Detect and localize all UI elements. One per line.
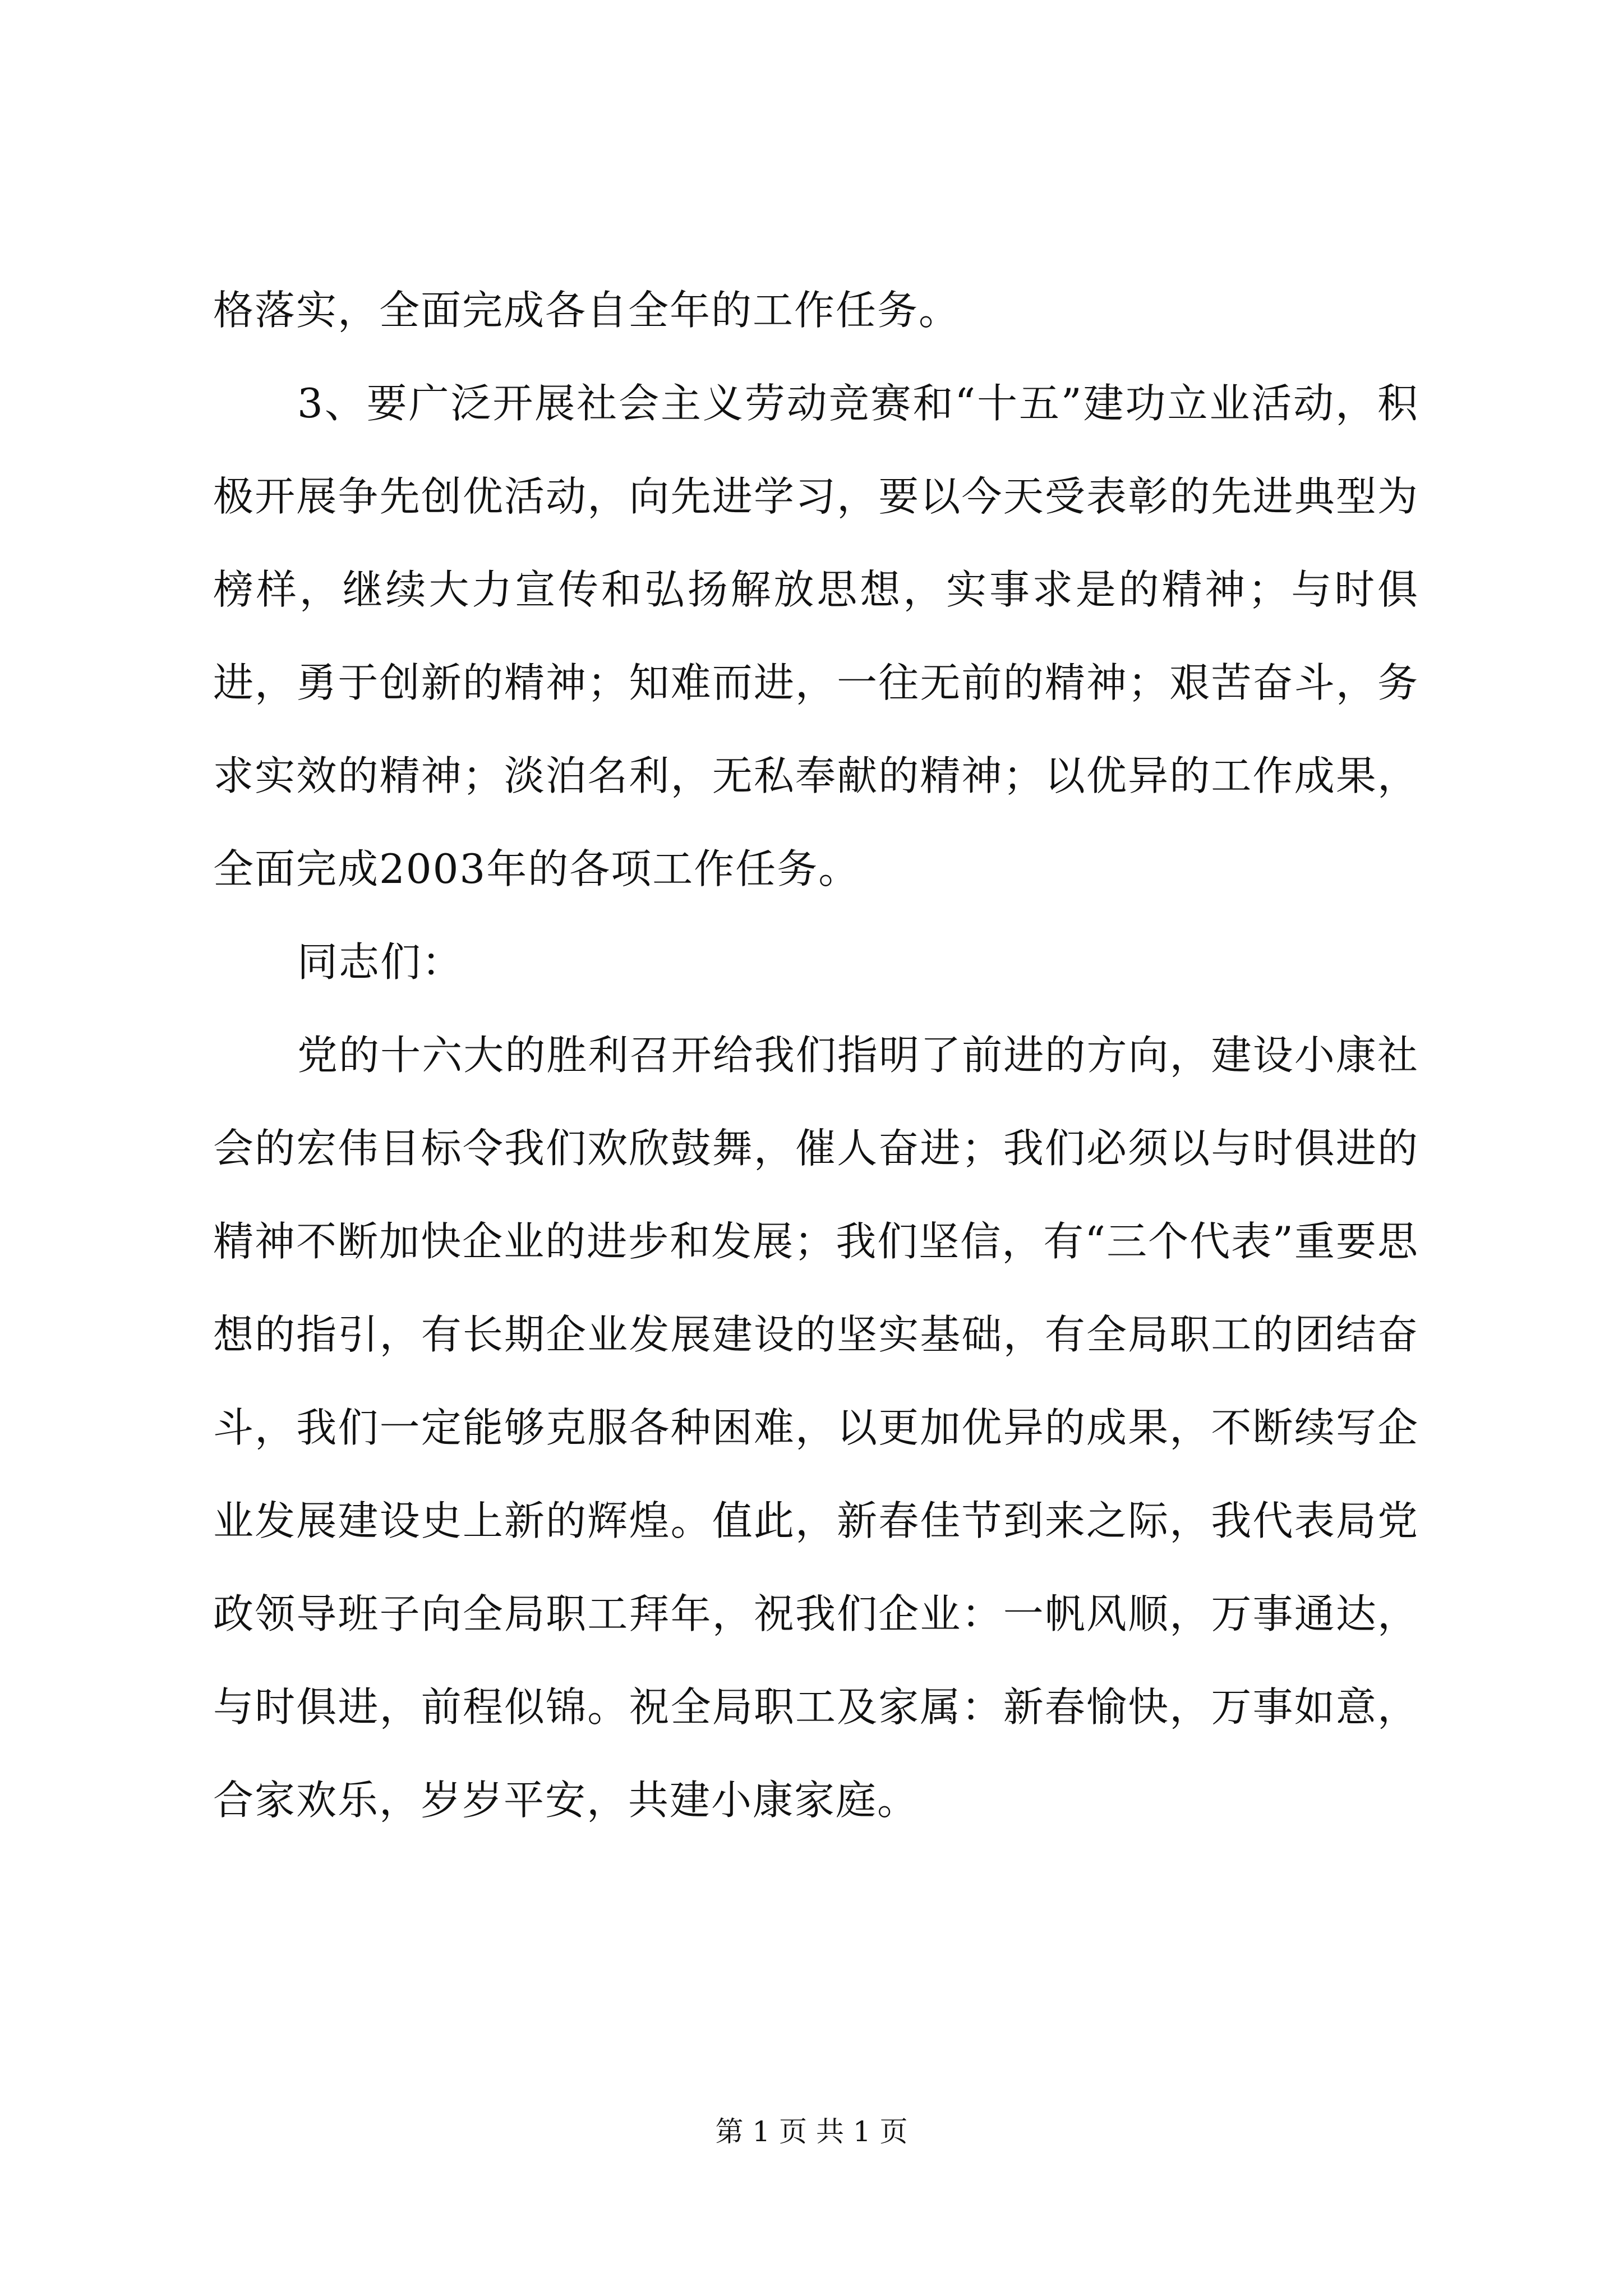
document-body	[213, 264, 1419, 1847]
page-footer: 第 1 页 共 1 页	[715, 2115, 908, 2148]
paragraph-closing: 党的十六大的胜利召开给我们指明了前进的方向，建设小康社会的宏伟目标令我们欢欣鼓舞，催人奋进；我们必须以与时俱进的精神不断加快企业的进步和发展；我们坚信，有“三个代表”重要思想的指引，有长期企业发展建设的坚实基础，有全局职工的团结奋斗，我们一定能够克服各种困难，以更加优异的成果，不断续写企业发展建设史上新的辉煌。值此，新春佳节到来之际，我代表局党政领导班子向全局职工拜年，祝我们企业：一帆风顺，万事通达，与时俱进，前程似锦。祝全局职工及家属：新春愉快，万事如意，合家欢乐，岁岁平安，共建小康家庭。	[213, 1032, 1419, 1824]
paragraph-continuation: 格落实，全面完成各自全年的工作任务。	[213, 287, 961, 334]
paragraph-salutation: 同志们：	[297, 938, 464, 986]
paragraph-item-3: 3、要广泛开展社会主义劳动竞赛和“十五”建功立业活动，积极开展争先创优活动，向先进学习，要以今天受表彰的先进典型为榜样，继续大力宣传和弘扬解放思想，实事求是的精神；与时俱进，勇于创新的精神；知难而进，一往无前的精神；艰苦奋斗，务求实效的精神；淡泊名利，无私奉献的精神；以优异的工作成果，全面完成2003年的各项工作任务。	[213, 380, 1419, 892]
